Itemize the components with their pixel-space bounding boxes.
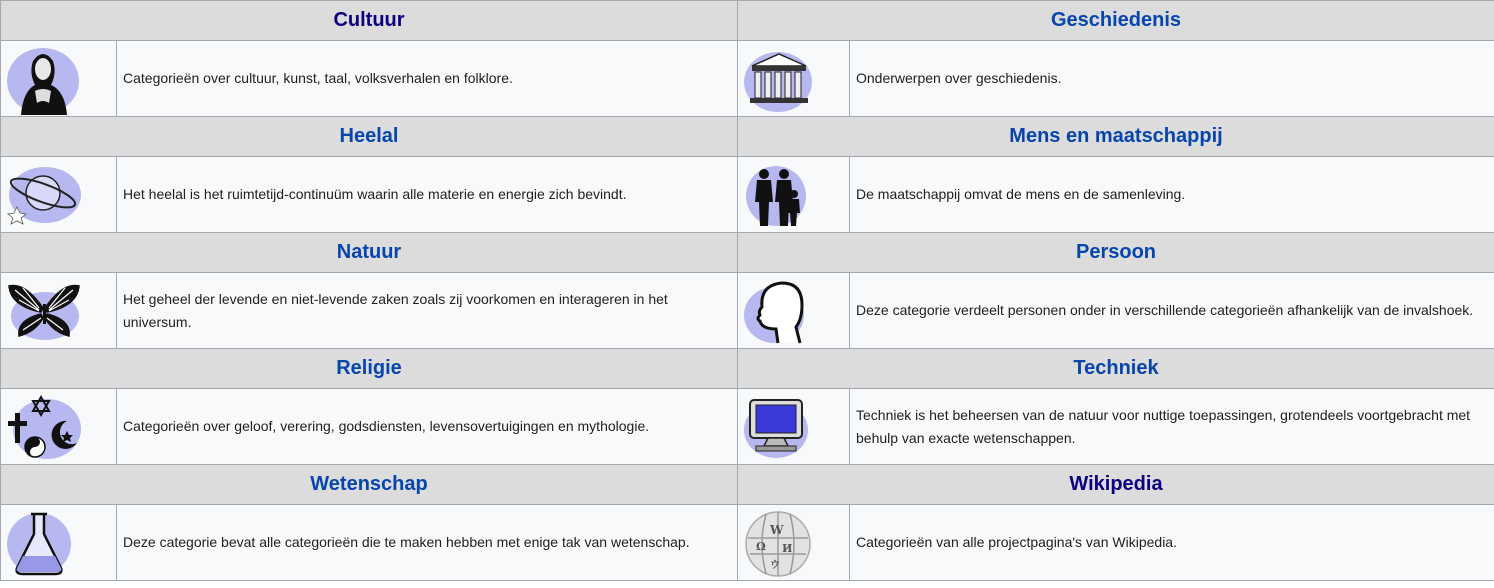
svg-text:ウ: ウ <box>770 559 780 571</box>
category-description-left: Categorieën over geloof, verering, godsdiensten, levensovertuigingen en mythologie. <box>117 389 738 465</box>
computer-monitor-icon[interactable] <box>738 394 849 460</box>
category-description-right: Onderwerpen over geschiedenis. <box>850 41 1494 117</box>
category-header-right <box>738 233 1494 273</box>
category-icon-cell-right <box>738 41 850 117</box>
category-description-right: Categorieën van alle projectpagina's van Wikipedia. <box>850 505 1494 581</box>
header-row <box>1 1 1494 41</box>
content-row <box>1 157 1494 233</box>
category-description-right: Techniek is het beheersen van de natuur voor nuttige toepassingen, grotendeels voortgebracht met behulp van exacte wetenschappen. <box>850 389 1494 465</box>
category-icon-cell-left <box>1 41 117 117</box>
content-row <box>1 505 1494 581</box>
category-header-right <box>738 1 1494 41</box>
category-header-right <box>738 117 1494 157</box>
planet-icon[interactable] <box>1 163 116 227</box>
category-link-cultuur[interactable]: Cultuur <box>333 9 405 31</box>
butterfly-icon[interactable] <box>1 280 116 342</box>
category-header-left <box>1 233 738 273</box>
category-link-religie[interactable]: Religie <box>336 357 402 379</box>
category-link-heelal[interactable]: Heelal <box>339 125 399 147</box>
svg-text:И: И <box>782 541 793 555</box>
temple-icon[interactable] <box>738 46 849 112</box>
wikipedia-globe-icon[interactable] <box>738 508 849 578</box>
category-header-left <box>1 117 738 157</box>
category-icon-cell-right <box>738 273 850 349</box>
category-link-wetenschap[interactable]: Wetenschap <box>310 473 428 495</box>
header-row <box>1 349 1494 389</box>
family-icon[interactable] <box>738 162 849 228</box>
flask-icon[interactable] <box>1 508 116 578</box>
category-icon-cell-right <box>738 157 850 233</box>
category-header-right <box>738 465 1494 505</box>
category-description-left: Het geheel der levende en niet-levende zaken zoals zij voorkomen en interageren in het universum. <box>117 273 738 349</box>
category-icon-cell-left <box>1 505 117 581</box>
category-icon-cell-left <box>1 389 117 465</box>
category-icon-cell-left <box>1 273 117 349</box>
svg-text:Ω: Ω <box>756 539 766 553</box>
category-icon-cell-right <box>738 389 850 465</box>
category-link-wikipedia[interactable]: Wikipedia <box>1069 473 1163 495</box>
content-row <box>1 389 1494 465</box>
svg-text:W: W <box>770 522 784 537</box>
category-description-right: Deze categorie verdeelt personen onder in verschillende categorieën afhankelijk van de invalshoek. <box>850 273 1494 349</box>
category-header-left <box>1 1 738 41</box>
header-row <box>1 233 1494 273</box>
category-link-mens-en-maatschappij[interactable]: Mens en maatschappij <box>1009 125 1223 147</box>
category-description-left: Het heelal is het ruimtetijd-continuüm waarin alle materie en energie zich bevindt. <box>117 157 738 233</box>
category-header-right <box>738 349 1494 389</box>
content-row <box>1 273 1494 349</box>
category-icon-cell-right <box>738 505 850 581</box>
category-description-left: Categorieën over cultuur, kunst, taal, volksverhalen en folklore. <box>117 41 738 117</box>
category-header-left <box>1 465 738 505</box>
religion-symbols-icon[interactable] <box>1 393 116 461</box>
category-link-geschiedenis[interactable]: Geschiedenis <box>1050 9 1182 31</box>
category-description-right: De maatschappij omvat de mens en de samenleving. <box>850 157 1494 233</box>
category-description-left: Deze categorie bevat alle categorieën die te maken hebben met enige tak van wetenschap. <box>117 505 738 581</box>
category-link-natuur[interactable]: Natuur <box>336 241 402 263</box>
category-icon-cell-left <box>1 157 117 233</box>
category-link-persoon[interactable]: Persoon <box>1075 241 1157 263</box>
header-row <box>1 117 1494 157</box>
head-profile-icon[interactable] <box>738 277 849 345</box>
content-row <box>1 41 1494 117</box>
mona-lisa-icon[interactable] <box>1 43 116 115</box>
category-header-left <box>1 349 738 389</box>
header-row <box>1 465 1494 505</box>
category-link-techniek[interactable]: Techniek <box>1073 357 1159 379</box>
